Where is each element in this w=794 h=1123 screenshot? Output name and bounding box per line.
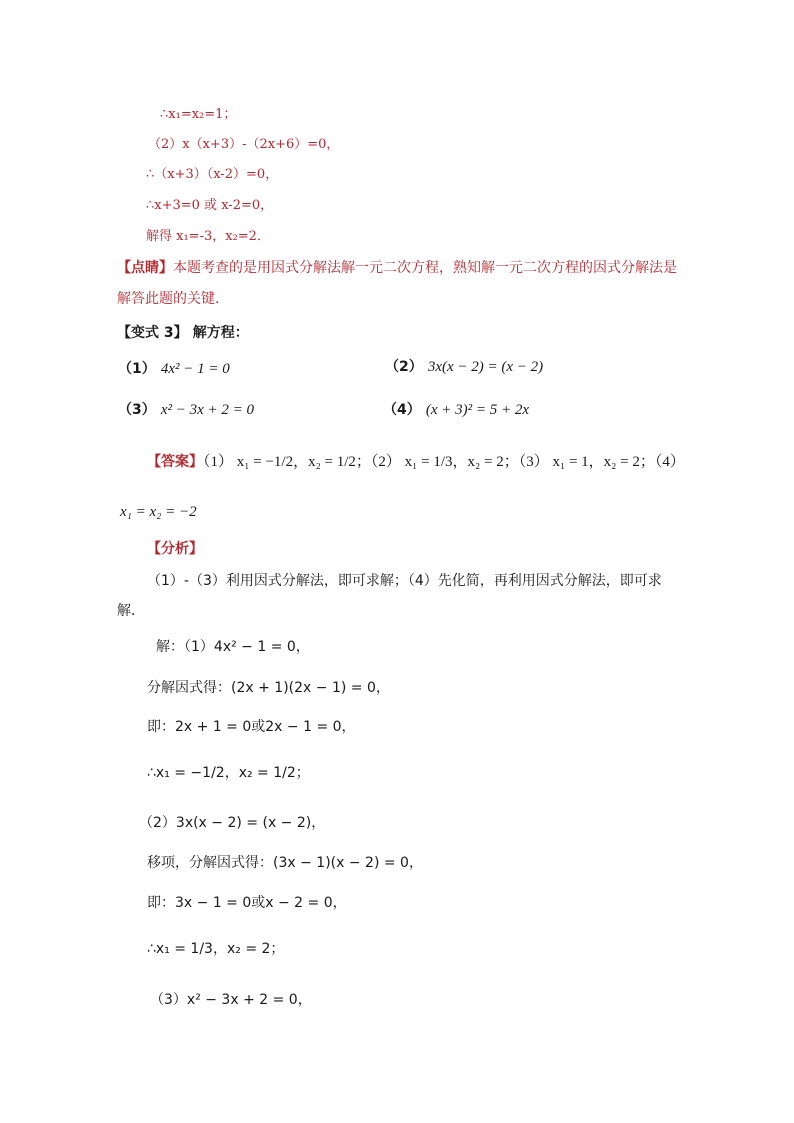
solution-line-5: 解得 x₁=-3，x₂=2． [146,229,270,244]
solution-line-4: ∴x+3=0 或 x-2=0， [146,198,274,213]
solution-line-1: ∴x₁=x₂=1； [160,107,237,122]
problem-1-label: （1） [118,361,156,377]
problem-4-label: （4） [383,402,421,418]
step-4: ∴x₁ = −1/2，x₂ = 1/2； [147,765,310,781]
variant-text: 解方程： [192,325,249,341]
answer-values: （1） x₁ = −1/2，x₂ = 1/2；（2） x₁ = 1/3，x₂ = 2；（3） x₁ = 1，x₂ = 2；（4） [203,454,685,470]
variant-tag: 【变式 3】 [117,325,188,341]
problem-3-label: （3） [118,402,156,418]
dianjing-line-2: 解答此题的关键． [117,291,229,307]
step-1: 解：（1）4x² − 1 = 0， [156,639,310,655]
step-2: 分解因式得：(2x + 1)(2x − 1) = 0， [147,680,390,696]
answer-tag: 【答案】 [147,454,203,470]
step-5: （2）3x(x − 2) = (x − 2)， [139,815,326,831]
step-8: ∴x₁ = 1/3，x₂ = 2； [147,941,285,957]
analysis-line-1: （1）-（3）利用因式分解法，即可求解；（4）先化简，再利用因式分解法，即可求 [147,573,662,589]
analysis-tag: 【分析】 [147,541,203,557]
problem-4 [383,401,529,418]
dianjing-tag: 【点睛】 [117,260,173,276]
step-3: 即：2x + 1 = 0或2x − 1 = 0， [147,719,356,735]
variant-heading [117,324,249,340]
dianjing-line-1 [117,261,677,275]
problem-3-equation: x² − 3x + 2 = 0 [160,402,255,418]
answer-line-1 [147,453,685,470]
answer-line-2: x₁ = x₂ = −2 [120,504,197,520]
problem-2-label: （2） [385,359,423,375]
analysis-line-2: 解． [117,603,145,619]
solution-line-3: ∴（x+3）（x-2）=0， [146,167,279,182]
dianjing-text: 本题考查的是用因式分解法解一元二次方程，熟知解一元二次方程的因式分解法是 [173,260,677,276]
problem-3 [118,401,254,418]
problem-1-equation: 4x² − 1 = 0 [160,361,230,377]
problem-1 [118,360,230,377]
step-9: （3）x² − 3x + 2 = 0， [150,992,312,1008]
step-6: 移项，分解因式得：(3x − 1)(x − 2) = 0， [147,855,423,871]
problem-2 [385,358,543,375]
solution-line-2: （2）x（x+3）-（2x+6）=0， [148,137,340,152]
step-7: 即：3x − 1 = 0或x − 2 = 0， [147,895,347,911]
problem-2-equation: 3x(x − 2) = (x − 2) [427,359,544,375]
problem-4-equation: (x + 3)² = 5 + 2x [425,402,530,418]
